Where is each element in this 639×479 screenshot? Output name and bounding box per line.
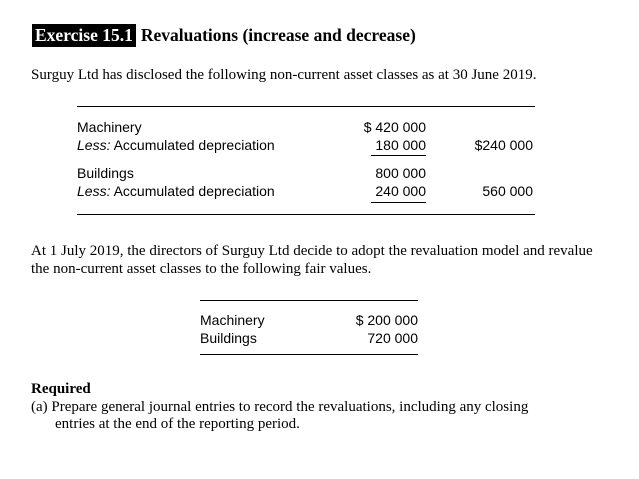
table-cell-net-amount: $240 000: [474, 137, 533, 153]
table-cell-amount: $ 420 000: [363, 119, 426, 135]
exercise-heading: [32, 22, 416, 48]
table-row-label: [77, 182, 275, 200]
required-item-a: [31, 399, 528, 433]
required-heading: Required: [31, 381, 91, 397]
table-row-label: [77, 136, 275, 154]
less-prefix: Less:: [77, 137, 111, 153]
table-cell-amount: 800 000: [375, 165, 426, 181]
required-item-a-line1: (a) Prepare general journal entries to record the revaluations, including any closing: [31, 399, 529, 415]
table-row-label: Buildings: [77, 165, 134, 181]
table-bottom-rule: [77, 214, 535, 215]
table-top-rule: [77, 106, 535, 107]
exercise-label: Exercise 15.1: [32, 24, 136, 47]
subtotal-rule: [371, 155, 426, 156]
table-cell-net-amount: 560 000: [482, 183, 533, 199]
table-cell-amount: 180 000: [375, 137, 426, 153]
table-row-label: Buildings: [200, 330, 257, 346]
revaluation-paragraph: At 1 July 2019, the directors of Surguy Ltd decide to adopt the revaluation model and revalue the non-current asset classes to the following fair values.: [31, 243, 593, 277]
table-row-label: Machinery: [77, 119, 142, 135]
table-bottom-rule: [200, 354, 418, 355]
accumulated-depreciation-label: Accumulated depreciation: [113, 183, 275, 199]
table-cell-amount: $ 200 000: [355, 312, 418, 328]
subtotal-rule: [371, 202, 426, 203]
accumulated-depreciation-label: Accumulated depreciation: [113, 137, 275, 153]
less-prefix: Less:: [77, 183, 111, 199]
table-cell-amount: 720 000: [367, 330, 418, 346]
table-cell-amount: 240 000: [375, 183, 426, 199]
intro-paragraph: Surguy Ltd has disclosed the following non-current asset classes as at 30 June 2019.: [31, 67, 537, 83]
required-item-a-line2: entries at the end of the reporting period.: [55, 416, 300, 432]
table-top-rule: [200, 300, 418, 301]
table-row-label: Machinery: [200, 312, 265, 328]
exercise-title: Revaluations (increase and decrease): [140, 24, 416, 45]
